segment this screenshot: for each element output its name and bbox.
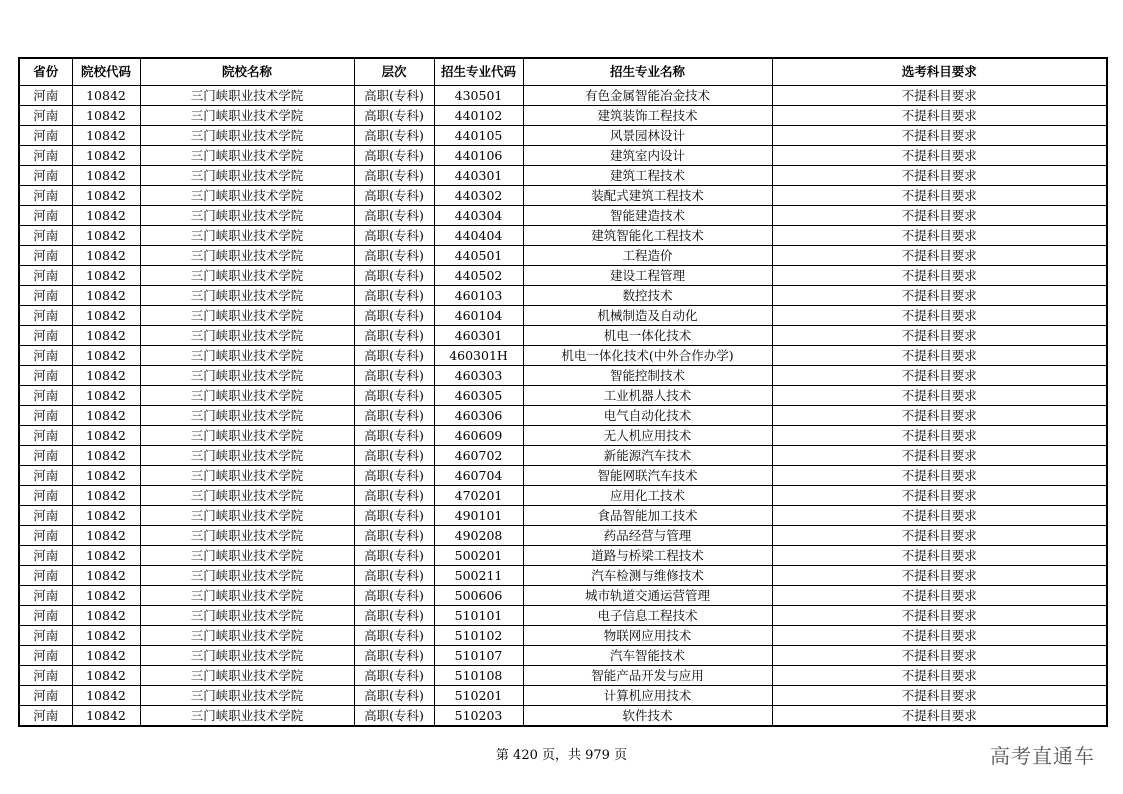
cell-level: 高职(专科) (354, 146, 434, 166)
cell-major-name: 有色金属智能冶金技术 (523, 86, 772, 106)
cell-school-name: 三门峡职业技术学院 (140, 306, 354, 326)
cell-school-name: 三门峡职业技术学院 (140, 386, 354, 406)
cell-subject-requirement: 不提科目要求 (772, 466, 1107, 486)
cell-subject-requirement: 不提科目要求 (772, 266, 1107, 286)
cell-major-name: 智能产品开发与应用 (523, 666, 772, 686)
cell-province: 河南 (19, 186, 72, 206)
cell-school-code: 10842 (72, 106, 140, 126)
cell-major-code: 460609 (434, 426, 523, 446)
cell-level: 高职(专科) (354, 546, 434, 566)
cell-school-code: 10842 (72, 146, 140, 166)
cell-school-code: 10842 (72, 366, 140, 386)
cell-school-name: 三门峡职业技术学院 (140, 246, 354, 266)
cell-subject-requirement: 不提科目要求 (772, 686, 1107, 706)
cell-major-code: 460103 (434, 286, 523, 306)
cell-level: 高职(专科) (354, 186, 434, 206)
cell-level: 高职(专科) (354, 86, 434, 106)
cell-level: 高职(专科) (354, 166, 434, 186)
table-row (19, 206, 1107, 226)
cell-subject-requirement: 不提科目要求 (772, 706, 1107, 727)
cell-school-code: 10842 (72, 586, 140, 606)
table-row (19, 126, 1107, 146)
cell-province: 河南 (19, 566, 72, 586)
table-row (19, 386, 1107, 406)
cell-province: 河南 (19, 446, 72, 466)
cell-subject-requirement: 不提科目要求 (772, 566, 1107, 586)
table-row (19, 326, 1107, 346)
cell-school-code: 10842 (72, 506, 140, 526)
table-row (19, 626, 1107, 646)
cell-level: 高职(专科) (354, 406, 434, 426)
cell-school-name: 三门峡职业技术学院 (140, 286, 354, 306)
cell-major-name: 道路与桥梁工程技术 (523, 546, 772, 566)
cell-school-code: 10842 (72, 346, 140, 366)
cell-subject-requirement: 不提科目要求 (772, 386, 1107, 406)
cell-major-code: 460303 (434, 366, 523, 386)
cell-subject-requirement: 不提科目要求 (772, 226, 1107, 246)
cell-major-code: 460104 (434, 306, 523, 326)
cell-province: 河南 (19, 546, 72, 566)
cell-school-code: 10842 (72, 86, 140, 106)
cell-province: 河南 (19, 126, 72, 146)
cell-province: 河南 (19, 626, 72, 646)
cell-school-code: 10842 (72, 206, 140, 226)
cell-province: 河南 (19, 686, 72, 706)
table-row (19, 466, 1107, 486)
table-row (19, 86, 1107, 106)
cell-province: 河南 (19, 286, 72, 306)
cell-province: 河南 (19, 346, 72, 366)
cell-subject-requirement: 不提科目要求 (772, 366, 1107, 386)
cell-level: 高职(专科) (354, 526, 434, 546)
cell-level: 高职(专科) (354, 206, 434, 226)
table-row (19, 646, 1107, 666)
cell-school-code: 10842 (72, 646, 140, 666)
cell-school-code: 10842 (72, 526, 140, 546)
cell-school-name: 三门峡职业技术学院 (140, 666, 354, 686)
cell-level: 高职(专科) (354, 106, 434, 126)
cell-major-code: 440502 (434, 266, 523, 286)
cell-major-code: 470201 (434, 486, 523, 506)
cell-school-name: 三门峡职业技术学院 (140, 166, 354, 186)
cell-major-name: 无人机应用技术 (523, 426, 772, 446)
cell-province: 河南 (19, 226, 72, 246)
cell-school-name: 三门峡职业技术学院 (140, 546, 354, 566)
table-row (19, 446, 1107, 466)
cell-major-code: 460704 (434, 466, 523, 486)
cell-province: 河南 (19, 586, 72, 606)
cell-major-name: 数控技术 (523, 286, 772, 306)
cell-major-code: 440302 (434, 186, 523, 206)
table-row (19, 186, 1107, 206)
table-row (19, 526, 1107, 546)
cell-level: 高职(专科) (354, 686, 434, 706)
cell-level: 高职(专科) (354, 226, 434, 246)
cell-school-code: 10842 (72, 266, 140, 286)
table-row (19, 406, 1107, 426)
cell-school-name: 三门峡职业技术学院 (140, 326, 354, 346)
cell-school-name: 三门峡职业技术学院 (140, 606, 354, 626)
table-row (19, 226, 1107, 246)
cell-major-code: 440102 (434, 106, 523, 126)
table-row (19, 606, 1107, 626)
cell-major-name: 应用化工技术 (523, 486, 772, 506)
cell-school-code: 10842 (72, 186, 140, 206)
cell-major-code: 440301 (434, 166, 523, 186)
cell-school-code: 10842 (72, 606, 140, 626)
cell-major-name: 新能源汽车技术 (523, 446, 772, 466)
cell-major-code: 510107 (434, 646, 523, 666)
cell-subject-requirement: 不提科目要求 (772, 626, 1107, 646)
cell-major-name: 计算机应用技术 (523, 686, 772, 706)
cell-subject-requirement: 不提科目要求 (772, 166, 1107, 186)
cell-major-code: 510101 (434, 606, 523, 626)
table-row (19, 366, 1107, 386)
cell-level: 高职(专科) (354, 606, 434, 626)
cell-subject-requirement: 不提科目要求 (772, 506, 1107, 526)
cell-province: 河南 (19, 526, 72, 546)
cell-province: 河南 (19, 706, 72, 727)
cell-province: 河南 (19, 326, 72, 346)
cell-major-code: 500201 (434, 546, 523, 566)
header-major-code: 招生专业代码 (434, 58, 523, 86)
cell-province: 河南 (19, 406, 72, 426)
cell-school-name: 三门峡职业技术学院 (140, 626, 354, 646)
cell-province: 河南 (19, 426, 72, 446)
cell-school-code: 10842 (72, 566, 140, 586)
cell-major-name: 建筑工程技术 (523, 166, 772, 186)
table-row (19, 486, 1107, 506)
cell-school-code: 10842 (72, 406, 140, 426)
watermark-logo-text: 高考直通车 (990, 744, 1095, 768)
cell-school-name: 三门峡职业技术学院 (140, 466, 354, 486)
cell-subject-requirement: 不提科目要求 (772, 666, 1107, 686)
cell-major-code: 460301H (434, 346, 523, 366)
cell-school-code: 10842 (72, 546, 140, 566)
cell-subject-requirement: 不提科目要求 (772, 106, 1107, 126)
cell-school-code: 10842 (72, 466, 140, 486)
cell-major-code: 490208 (434, 526, 523, 546)
cell-school-code: 10842 (72, 226, 140, 246)
cell-school-code: 10842 (72, 306, 140, 326)
cell-subject-requirement: 不提科目要求 (772, 86, 1107, 106)
cell-level: 高职(专科) (354, 266, 434, 286)
cell-level: 高职(专科) (354, 346, 434, 366)
cell-level: 高职(专科) (354, 666, 434, 686)
table-row (19, 706, 1107, 727)
cell-level: 高职(专科) (354, 126, 434, 146)
cell-level: 高职(专科) (354, 626, 434, 646)
cell-major-code: 440105 (434, 126, 523, 146)
cell-province: 河南 (19, 366, 72, 386)
cell-major-name: 风景园林设计 (523, 126, 772, 146)
header-school-code: 院校代码 (72, 58, 140, 86)
cell-school-name: 三门峡职业技术学院 (140, 406, 354, 426)
table-row (19, 146, 1107, 166)
table-row (19, 586, 1107, 606)
cell-province: 河南 (19, 246, 72, 266)
admission-subject-table (18, 57, 1108, 727)
cell-major-name: 智能建造技术 (523, 206, 772, 226)
cell-major-name: 汽车检测与维修技术 (523, 566, 772, 586)
cell-level: 高职(专科) (354, 326, 434, 346)
cell-major-code: 460301 (434, 326, 523, 346)
header-major-name: 招生专业名称 (523, 58, 772, 86)
cell-province: 河南 (19, 386, 72, 406)
cell-major-name: 机械制造及自动化 (523, 306, 772, 326)
cell-major-name: 电子信息工程技术 (523, 606, 772, 626)
cell-school-code: 10842 (72, 426, 140, 446)
cell-school-name: 三门峡职业技术学院 (140, 186, 354, 206)
cell-subject-requirement: 不提科目要求 (772, 346, 1107, 366)
cell-subject-requirement: 不提科目要求 (772, 446, 1107, 466)
table-row (19, 686, 1107, 706)
cell-province: 河南 (19, 206, 72, 226)
cell-subject-requirement: 不提科目要求 (772, 286, 1107, 306)
cell-subject-requirement: 不提科目要求 (772, 586, 1107, 606)
cell-major-name: 工业机器人技术 (523, 386, 772, 406)
cell-school-code: 10842 (72, 246, 140, 266)
cell-school-name: 三门峡职业技术学院 (140, 526, 354, 546)
cell-level: 高职(专科) (354, 586, 434, 606)
cell-major-name: 药品经营与管理 (523, 526, 772, 546)
cell-subject-requirement: 不提科目要求 (772, 146, 1107, 166)
cell-major-name: 工程造价 (523, 246, 772, 266)
cell-level: 高职(专科) (354, 706, 434, 727)
cell-major-code: 440404 (434, 226, 523, 246)
cell-major-name: 机电一体化技术 (523, 326, 772, 346)
cell-school-code: 10842 (72, 666, 140, 686)
cell-school-code: 10842 (72, 386, 140, 406)
cell-level: 高职(专科) (354, 426, 434, 446)
cell-level: 高职(专科) (354, 246, 434, 266)
cell-subject-requirement: 不提科目要求 (772, 606, 1107, 626)
cell-major-code: 510203 (434, 706, 523, 727)
cell-school-code: 10842 (72, 326, 140, 346)
cell-major-code: 460306 (434, 406, 523, 426)
table-row (19, 426, 1107, 446)
table-row (19, 546, 1107, 566)
cell-major-code: 500606 (434, 586, 523, 606)
cell-school-code: 10842 (72, 126, 140, 146)
header-subject-requirement: 选考科目要求 (772, 58, 1107, 86)
cell-subject-requirement: 不提科目要求 (772, 486, 1107, 506)
cell-level: 高职(专科) (354, 506, 434, 526)
cell-major-code: 460702 (434, 446, 523, 466)
cell-major-name: 建设工程管理 (523, 266, 772, 286)
cell-school-name: 三门峡职业技术学院 (140, 126, 354, 146)
table-row (19, 166, 1107, 186)
cell-major-code: 440304 (434, 206, 523, 226)
cell-school-name: 三门峡职业技术学院 (140, 226, 354, 246)
cell-subject-requirement: 不提科目要求 (772, 646, 1107, 666)
cell-province: 河南 (19, 466, 72, 486)
cell-major-code: 490101 (434, 506, 523, 526)
cell-subject-requirement: 不提科目要求 (772, 546, 1107, 566)
cell-school-code: 10842 (72, 166, 140, 186)
cell-subject-requirement: 不提科目要求 (772, 306, 1107, 326)
cell-province: 河南 (19, 86, 72, 106)
cell-school-name: 三门峡职业技术学院 (140, 206, 354, 226)
cell-province: 河南 (19, 266, 72, 286)
cell-major-code: 510102 (434, 626, 523, 646)
cell-school-name: 三门峡职业技术学院 (140, 566, 354, 586)
cell-school-name: 三门峡职业技术学院 (140, 446, 354, 466)
cell-school-code: 10842 (72, 446, 140, 466)
cell-school-name: 三门峡职业技术学院 (140, 686, 354, 706)
table-header-row (19, 58, 1107, 86)
cell-major-name: 汽车智能技术 (523, 646, 772, 666)
cell-school-name: 三门峡职业技术学院 (140, 706, 354, 727)
cell-subject-requirement: 不提科目要求 (772, 426, 1107, 446)
cell-major-name: 城市轨道交通运营管理 (523, 586, 772, 606)
cell-school-name: 三门峡职业技术学院 (140, 366, 354, 386)
table-row (19, 286, 1107, 306)
cell-level: 高职(专科) (354, 366, 434, 386)
cell-school-name: 三门峡职业技术学院 (140, 486, 354, 506)
cell-major-name: 建筑智能化工程技术 (523, 226, 772, 246)
cell-level: 高职(专科) (354, 446, 434, 466)
cell-major-code: 440501 (434, 246, 523, 266)
cell-province: 河南 (19, 306, 72, 326)
cell-major-name: 装配式建筑工程技术 (523, 186, 772, 206)
cell-school-code: 10842 (72, 626, 140, 646)
cell-major-code: 440106 (434, 146, 523, 166)
table-row (19, 266, 1107, 286)
cell-province: 河南 (19, 606, 72, 626)
cell-major-name: 电气自动化技术 (523, 406, 772, 426)
cell-school-name: 三门峡职业技术学院 (140, 266, 354, 286)
cell-school-name: 三门峡职业技术学院 (140, 646, 354, 666)
document-table-container (18, 57, 1106, 727)
cell-school-name: 三门峡职业技术学院 (140, 506, 354, 526)
table-body (19, 86, 1107, 727)
cell-school-name: 三门峡职业技术学院 (140, 86, 354, 106)
cell-subject-requirement: 不提科目要求 (772, 126, 1107, 146)
table-row (19, 246, 1107, 266)
cell-major-name: 机电一体化技术(中外合作办学) (523, 346, 772, 366)
cell-province: 河南 (19, 106, 72, 126)
cell-level: 高职(专科) (354, 386, 434, 406)
cell-province: 河南 (19, 646, 72, 666)
table-row (19, 506, 1107, 526)
cell-subject-requirement: 不提科目要求 (772, 246, 1107, 266)
cell-level: 高职(专科) (354, 646, 434, 666)
header-school-name: 院校名称 (140, 58, 354, 86)
cell-major-name: 建筑室内设计 (523, 146, 772, 166)
cell-major-code: 500211 (434, 566, 523, 586)
cell-province: 河南 (19, 666, 72, 686)
cell-major-name: 物联网应用技术 (523, 626, 772, 646)
cell-school-name: 三门峡职业技术学院 (140, 146, 354, 166)
cell-subject-requirement: 不提科目要求 (772, 326, 1107, 346)
cell-school-code: 10842 (72, 286, 140, 306)
cell-level: 高职(专科) (354, 306, 434, 326)
cell-subject-requirement: 不提科目要求 (772, 406, 1107, 426)
page-number: 第 420 页，共 979 页 (495, 748, 628, 763)
cell-province: 河南 (19, 486, 72, 506)
cell-school-name: 三门峡职业技术学院 (140, 346, 354, 366)
cell-major-name: 智能控制技术 (523, 366, 772, 386)
cell-major-code: 430501 (434, 86, 523, 106)
cell-major-name: 建筑装饰工程技术 (523, 106, 772, 126)
header-level: 层次 (354, 58, 434, 86)
cell-level: 高职(专科) (354, 486, 434, 506)
cell-level: 高职(专科) (354, 566, 434, 586)
cell-province: 河南 (19, 506, 72, 526)
table-row (19, 566, 1107, 586)
cell-school-code: 10842 (72, 486, 140, 506)
cell-subject-requirement: 不提科目要求 (772, 206, 1107, 226)
cell-major-name: 智能网联汽车技术 (523, 466, 772, 486)
cell-province: 河南 (19, 166, 72, 186)
cell-subject-requirement: 不提科目要求 (772, 186, 1107, 206)
table-row (19, 306, 1107, 326)
cell-major-code: 510201 (434, 686, 523, 706)
table-row (19, 666, 1107, 686)
cell-province: 河南 (19, 146, 72, 166)
cell-level: 高职(专科) (354, 466, 434, 486)
cell-major-name: 软件技术 (523, 706, 772, 727)
cell-subject-requirement: 不提科目要求 (772, 526, 1107, 546)
cell-school-name: 三门峡职业技术学院 (140, 586, 354, 606)
cell-school-code: 10842 (72, 706, 140, 727)
cell-school-code: 10842 (72, 686, 140, 706)
cell-major-name: 食品智能加工技术 (523, 506, 772, 526)
cell-school-name: 三门峡职业技术学院 (140, 106, 354, 126)
table-row (19, 346, 1107, 366)
cell-major-code: 510108 (434, 666, 523, 686)
cell-level: 高职(专科) (354, 286, 434, 306)
header-province: 省份 (19, 58, 72, 86)
cell-school-name: 三门峡职业技术学院 (140, 426, 354, 446)
cell-major-code: 460305 (434, 386, 523, 406)
table-row (19, 106, 1107, 126)
